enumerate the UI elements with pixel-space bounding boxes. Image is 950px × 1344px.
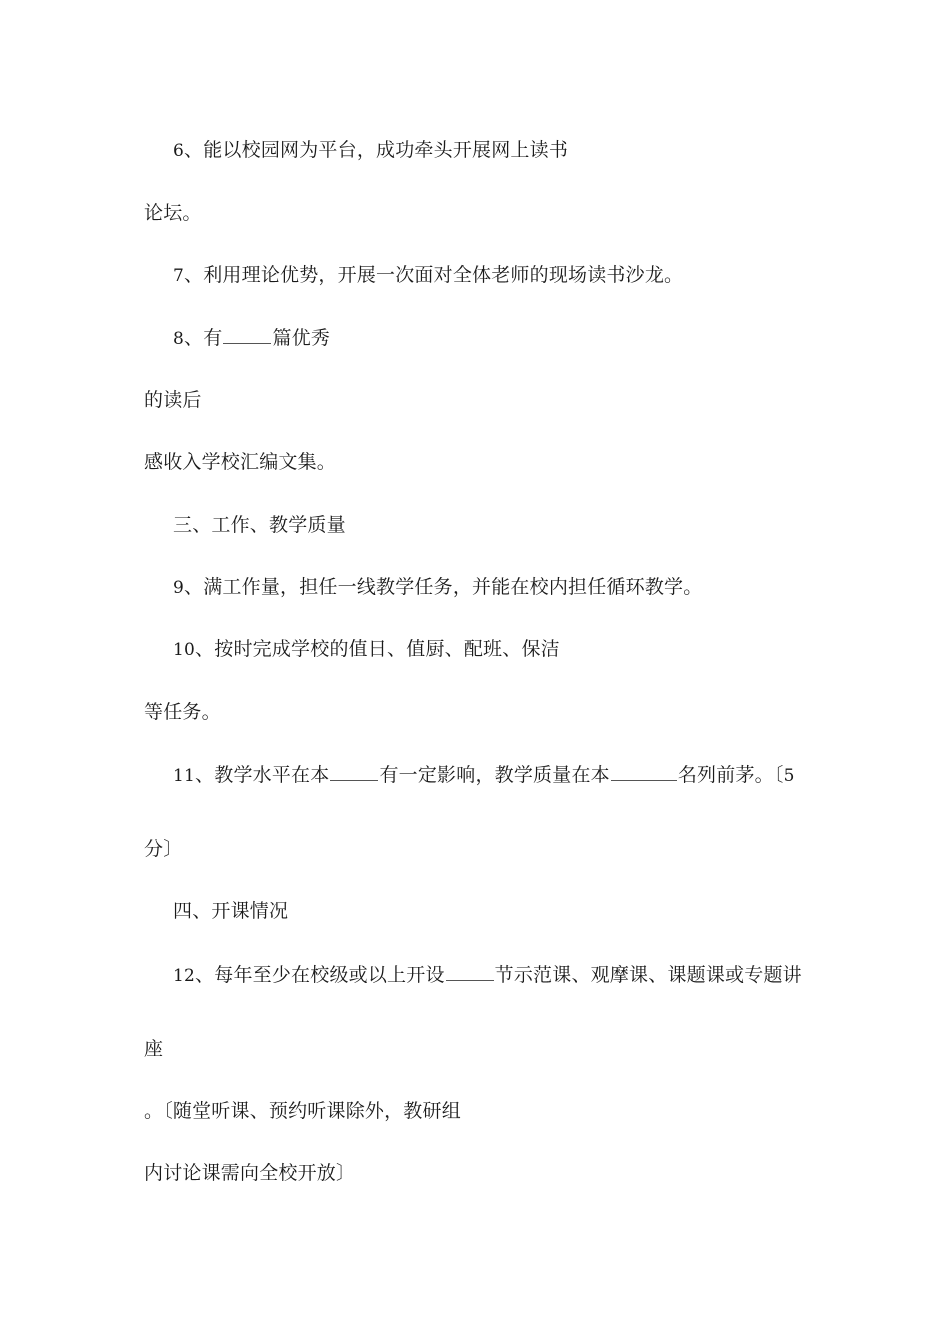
item-8 xyxy=(173,325,330,351)
line-text: 等任务。 xyxy=(144,701,221,723)
paragraph-line xyxy=(144,700,221,724)
section-heading-text: 四、开课情况 xyxy=(173,900,289,922)
line-text: 内讨论课需向全校开放〕 xyxy=(144,1162,356,1184)
item-text: 、按时完成学校的值日、值厨、配班、保洁 xyxy=(195,638,560,660)
line-text: 论坛。 xyxy=(144,202,202,224)
item-number: 9 xyxy=(173,578,185,598)
item-6 xyxy=(173,138,568,163)
item-9 xyxy=(173,575,702,600)
paragraph-line xyxy=(144,450,336,474)
fill-blank xyxy=(223,325,271,344)
item-text: 、满工作量，担任一线教学任务，并能在校内担任循环教学。 xyxy=(184,576,703,598)
fill-blank xyxy=(446,962,494,981)
item-text: 、能以校园网为平台，成功牵头开展网上读书 xyxy=(184,139,569,161)
section-heading-text: 三、工作、教学质量 xyxy=(173,514,346,536)
item-7 xyxy=(173,263,683,288)
item-number: 10 xyxy=(173,640,196,660)
paragraph-line xyxy=(144,1037,163,1061)
item-text: 名列前茅。〔 xyxy=(677,764,784,786)
paragraph-line xyxy=(144,1161,355,1185)
item-text: 有一定影响，教学质量在本 xyxy=(379,764,610,786)
line-text: 的读后 xyxy=(144,389,202,411)
item-text: 篇优秀 xyxy=(272,327,331,349)
fill-blank xyxy=(611,762,677,781)
item-text: 、每年至少在校级或以上开设 xyxy=(195,964,445,986)
fill-blank xyxy=(330,762,378,781)
item-text: 、利用理论优势，开展一次面对全体老师的现场读书沙龙。 xyxy=(184,264,684,286)
item-text: 、有 xyxy=(184,327,223,349)
item-number: 7 xyxy=(173,266,185,286)
section-heading xyxy=(173,899,288,923)
paragraph-line xyxy=(144,388,202,412)
line-text: 分〕 xyxy=(144,838,183,860)
item-number: 12 xyxy=(173,966,196,986)
score-number: 5 xyxy=(783,766,795,786)
paragraph-line xyxy=(144,1099,461,1123)
line-text: 座 xyxy=(144,1038,164,1060)
paragraph-line xyxy=(144,837,182,861)
item-number: 11 xyxy=(173,766,196,786)
item-11 xyxy=(173,762,795,788)
section-heading xyxy=(173,513,346,537)
item-text: 、教学水平在本 xyxy=(195,764,330,786)
item-number: 8 xyxy=(173,329,185,349)
item-12 xyxy=(173,962,802,988)
line-text: 感收入学校汇编文集。 xyxy=(144,451,337,473)
paragraph-line xyxy=(144,201,202,225)
line-text: 。〔随堂听课、预约听课除外，教研组 xyxy=(144,1100,461,1122)
item-10 xyxy=(173,637,560,662)
item-number: 6 xyxy=(173,141,185,161)
item-text: 节示范课、观摩课、课题课或专题讲 xyxy=(494,964,802,986)
